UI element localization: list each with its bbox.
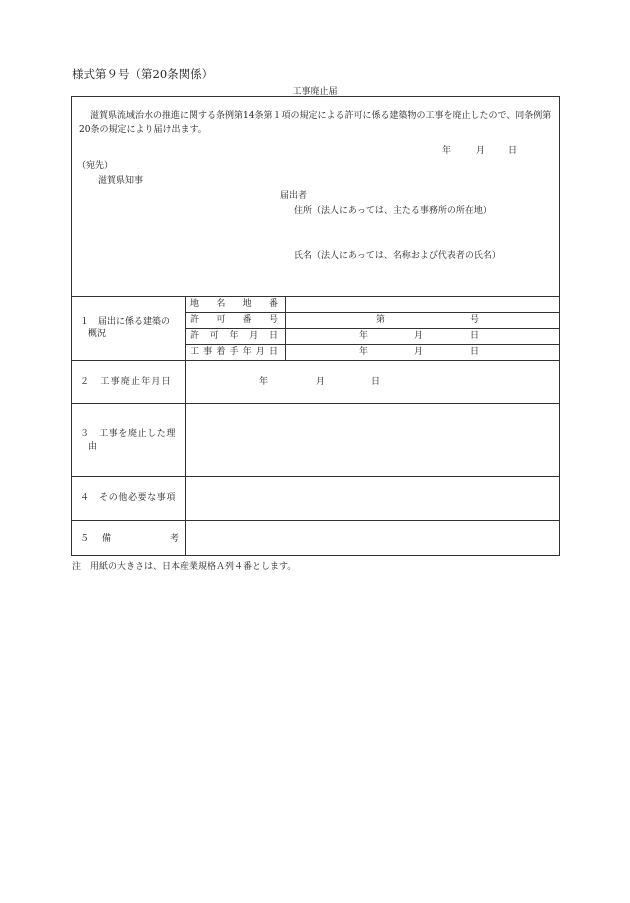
rule-sub-column xyxy=(285,296,286,360)
addressee-label: （宛先） xyxy=(77,161,114,171)
permit-date-year: 年 xyxy=(359,331,369,341)
sub-label-start-date: 工 事 着 手 年 月 日 xyxy=(190,347,278,357)
footnote: 注 用紙の大きさは、日本産業規格Ａ列４番とします。 xyxy=(72,562,297,572)
permit-date-month: 月 xyxy=(414,331,424,341)
form-sheet xyxy=(71,96,560,556)
notice-date-month: 月 xyxy=(476,146,486,156)
overview-label-line1: １ 届出に係る建築の xyxy=(80,317,171,327)
abolition-date-label: ２ 工事廃止年月日 xyxy=(80,377,172,387)
overview-label-line2: 概況 xyxy=(88,329,107,339)
sub-label-permit-date: 許 可 年 月 日 xyxy=(190,331,278,341)
addressee: 滋賀県知事 xyxy=(98,176,144,186)
start-date-day: 日 xyxy=(470,347,480,357)
abolition-date-day: 日 xyxy=(371,377,381,387)
rule-row-1-bottom xyxy=(72,360,559,361)
start-date-month: 月 xyxy=(414,347,424,357)
sub-label-lot-number: 地 名 地 番 xyxy=(190,299,278,309)
permit-date-day: 日 xyxy=(470,331,480,341)
form-title: 工事廃止届 xyxy=(292,87,338,97)
name-label: 氏名（法人にあっては、名称および代表者の氏名） xyxy=(294,251,501,261)
reason-label-line1: ３ 工事を廃止した理 xyxy=(80,429,177,439)
remarks-label-b: 考 xyxy=(170,534,180,544)
rule-row-4-bottom xyxy=(72,520,559,521)
remarks-label-number: ５ xyxy=(80,534,90,544)
notice-paragraph: 滋賀県流域治水の推進に関する条例第14条第１項の規定による許可に係る建築物の工事を廃止したので、同条例第20条の規定により届け出ます。 xyxy=(79,111,552,135)
start-date-year: 年 xyxy=(359,347,369,357)
rule-row-3-bottom xyxy=(72,476,559,477)
abolition-date-month: 月 xyxy=(316,377,326,387)
notice-date-day: 日 xyxy=(508,146,518,156)
rule-notice-bottom xyxy=(72,296,559,297)
rule-label-column xyxy=(185,296,186,555)
permit-number-suffix: 号 xyxy=(470,315,480,325)
reason-label-line2: 由 xyxy=(88,442,98,452)
sub-label-permit-number: 許 可 番 号 xyxy=(190,315,278,325)
form-number: 様式第９号（第20条関係） xyxy=(72,67,214,81)
remarks-label-a: 備 xyxy=(102,534,112,544)
abolition-date-year: 年 xyxy=(259,377,269,387)
permit-number-prefix: 第 xyxy=(376,315,386,325)
notice-date-year: 年 xyxy=(442,146,452,156)
other-label: ４ その他必要な事項 xyxy=(80,493,177,503)
applicant-label: 届出者 xyxy=(280,191,308,201)
address-label: 住所（法人にあっては、主たる事務所の所在地） xyxy=(294,206,492,216)
rule-row-2-bottom xyxy=(72,403,559,404)
